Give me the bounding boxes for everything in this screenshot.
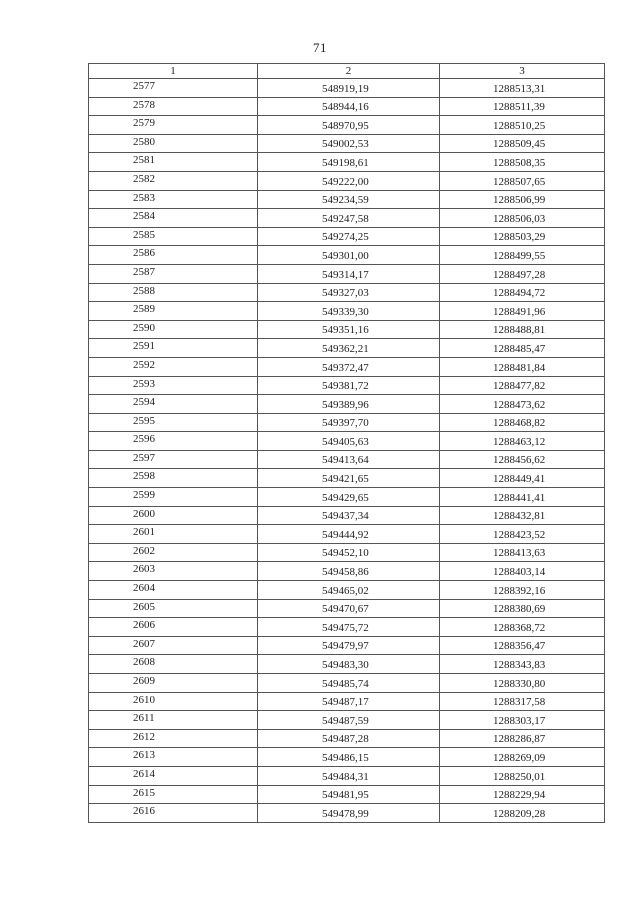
x-coordinate-cell: 549234,59 — [258, 190, 440, 209]
y-coordinate-cell: 1288269,09 — [440, 748, 605, 767]
x-coordinate-cell: 548970,95 — [258, 116, 440, 135]
y-coordinate-cell: 1288380,69 — [440, 599, 605, 618]
y-coordinate-cell: 1288477,82 — [440, 376, 605, 395]
y-coordinate-cell: 1288510,25 — [440, 116, 605, 135]
x-coordinate-cell: 549389,96 — [258, 395, 440, 414]
x-coordinate-cell: 549327,03 — [258, 283, 440, 302]
x-coordinate-cell: 549483,30 — [258, 655, 440, 674]
point-number-cell: 2589 — [89, 302, 258, 321]
y-coordinate-cell: 1288286,87 — [440, 729, 605, 748]
table-row — [89, 153, 605, 172]
x-coordinate-cell: 549479,97 — [258, 636, 440, 655]
x-coordinate-cell: 549478,99 — [258, 804, 440, 823]
table-row — [89, 79, 605, 98]
table-header-row — [89, 64, 605, 79]
point-number-cell: 2588 — [89, 283, 258, 302]
y-coordinate-cell: 1288229,94 — [440, 785, 605, 804]
x-coordinate-cell: 549481,95 — [258, 785, 440, 804]
table-row — [89, 264, 605, 283]
y-coordinate-cell: 1288209,28 — [440, 804, 605, 823]
x-coordinate-cell: 549487,59 — [258, 711, 440, 730]
table-row — [89, 506, 605, 525]
table-row — [89, 171, 605, 190]
point-number-cell: 2612 — [89, 729, 258, 748]
x-coordinate-cell: 549247,58 — [258, 209, 440, 228]
table-row — [89, 674, 605, 693]
y-coordinate-cell: 1288481,84 — [440, 357, 605, 376]
y-coordinate-cell: 1288432,81 — [440, 506, 605, 525]
y-coordinate-cell: 1288473,62 — [440, 395, 605, 414]
y-coordinate-cell: 1288413,63 — [440, 543, 605, 562]
x-coordinate-cell: 549452,10 — [258, 543, 440, 562]
x-coordinate-cell: 549198,61 — [258, 153, 440, 172]
x-coordinate-cell: 549487,28 — [258, 729, 440, 748]
table-row — [89, 413, 605, 432]
y-coordinate-cell: 1288441,41 — [440, 488, 605, 507]
point-number-cell: 2601 — [89, 525, 258, 544]
table-row — [89, 395, 605, 414]
table-row — [89, 692, 605, 711]
y-coordinate-cell: 1288449,41 — [440, 469, 605, 488]
y-coordinate-cell: 1288456,62 — [440, 450, 605, 469]
table-row — [89, 357, 605, 376]
table-row — [89, 227, 605, 246]
y-coordinate-cell: 1288507,65 — [440, 171, 605, 190]
point-number-cell: 2581 — [89, 153, 258, 172]
point-number-cell: 2584 — [89, 209, 258, 228]
table-body — [89, 79, 605, 823]
table-row — [89, 209, 605, 228]
x-coordinate-cell: 549421,65 — [258, 469, 440, 488]
table-row — [89, 376, 605, 395]
y-coordinate-cell: 1288509,45 — [440, 134, 605, 153]
point-number-cell: 2586 — [89, 246, 258, 265]
point-number-cell: 2602 — [89, 543, 258, 562]
x-coordinate-cell: 549339,30 — [258, 302, 440, 321]
table-row — [89, 543, 605, 562]
table-row — [89, 804, 605, 823]
point-number-cell: 2598 — [89, 469, 258, 488]
x-coordinate-cell: 549301,00 — [258, 246, 440, 265]
point-number-cell: 2615 — [89, 785, 258, 804]
x-coordinate-cell: 549429,65 — [258, 488, 440, 507]
y-coordinate-cell: 1288403,14 — [440, 562, 605, 581]
column-header-1: 1 — [89, 64, 258, 79]
x-coordinate-cell: 549405,63 — [258, 432, 440, 451]
point-number-cell: 2595 — [89, 413, 258, 432]
point-number-cell: 2600 — [89, 506, 258, 525]
point-number-cell: 2614 — [89, 766, 258, 785]
x-coordinate-cell: 549362,21 — [258, 339, 440, 358]
x-coordinate-cell: 549485,74 — [258, 674, 440, 693]
y-coordinate-cell: 1288356,47 — [440, 636, 605, 655]
y-coordinate-cell: 1288317,58 — [440, 692, 605, 711]
y-coordinate-cell: 1288468,82 — [440, 413, 605, 432]
point-number-cell: 2611 — [89, 711, 258, 730]
point-number-cell: 2578 — [89, 97, 258, 116]
point-number-cell: 2587 — [89, 264, 258, 283]
y-coordinate-cell: 1288506,99 — [440, 190, 605, 209]
point-number-cell: 2607 — [89, 636, 258, 655]
table-row — [89, 302, 605, 321]
table-row — [89, 450, 605, 469]
y-coordinate-cell: 1288423,52 — [440, 525, 605, 544]
page-number: 71 — [313, 40, 327, 55]
x-coordinate-cell: 548944,16 — [258, 97, 440, 116]
x-coordinate-cell: 549487,17 — [258, 692, 440, 711]
y-coordinate-cell: 1288343,83 — [440, 655, 605, 674]
point-number-cell: 2610 — [89, 692, 258, 711]
point-number-cell: 2582 — [89, 171, 258, 190]
y-coordinate-cell: 1288513,31 — [440, 79, 605, 98]
y-coordinate-cell: 1288330,80 — [440, 674, 605, 693]
column-header-3: 3 — [440, 64, 605, 79]
point-number-cell: 2613 — [89, 748, 258, 767]
x-coordinate-cell: 549002,53 — [258, 134, 440, 153]
point-number-cell: 2579 — [89, 116, 258, 135]
point-number-cell: 2603 — [89, 562, 258, 581]
y-coordinate-cell: 1288494,72 — [440, 283, 605, 302]
x-coordinate-cell: 549222,00 — [258, 171, 440, 190]
y-coordinate-cell: 1288497,28 — [440, 264, 605, 283]
table-row — [89, 97, 605, 116]
table-row — [89, 636, 605, 655]
table-row — [89, 246, 605, 265]
x-coordinate-cell: 549484,31 — [258, 766, 440, 785]
coordinates-table — [88, 63, 605, 823]
point-number-cell: 2585 — [89, 227, 258, 246]
table-row — [89, 116, 605, 135]
y-coordinate-cell: 1288488,81 — [440, 320, 605, 339]
y-coordinate-cell: 1288491,96 — [440, 302, 605, 321]
table-row — [89, 562, 605, 581]
x-coordinate-cell: 549444,92 — [258, 525, 440, 544]
point-number-cell: 2596 — [89, 432, 258, 451]
x-coordinate-cell: 549437,34 — [258, 506, 440, 525]
table-row — [89, 711, 605, 730]
x-coordinate-cell: 549351,16 — [258, 320, 440, 339]
table-row — [89, 618, 605, 637]
point-number-cell: 2608 — [89, 655, 258, 674]
table-row — [89, 432, 605, 451]
y-coordinate-cell: 1288511,39 — [440, 97, 605, 116]
point-number-cell: 2590 — [89, 320, 258, 339]
x-coordinate-cell: 549475,72 — [258, 618, 440, 637]
y-coordinate-cell: 1288392,16 — [440, 581, 605, 600]
x-coordinate-cell: 549314,17 — [258, 264, 440, 283]
point-number-cell: 2616 — [89, 804, 258, 823]
table-row — [89, 320, 605, 339]
column-header-2: 2 — [258, 64, 440, 79]
point-number-cell: 2577 — [89, 79, 258, 98]
x-coordinate-cell: 549458,86 — [258, 562, 440, 581]
y-coordinate-cell: 1288463,12 — [440, 432, 605, 451]
table-row — [89, 469, 605, 488]
point-number-cell: 2594 — [89, 395, 258, 414]
y-coordinate-cell: 1288250,01 — [440, 766, 605, 785]
y-coordinate-cell: 1288508,35 — [440, 153, 605, 172]
x-coordinate-cell: 549465,02 — [258, 581, 440, 600]
x-coordinate-cell: 549486,15 — [258, 748, 440, 767]
y-coordinate-cell: 1288368,72 — [440, 618, 605, 637]
table-row — [89, 766, 605, 785]
table-row — [89, 283, 605, 302]
point-number-cell: 2599 — [89, 488, 258, 507]
point-number-cell: 2592 — [89, 357, 258, 376]
x-coordinate-cell: 549274,25 — [258, 227, 440, 246]
point-number-cell: 2593 — [89, 376, 258, 395]
table-row — [89, 748, 605, 767]
x-coordinate-cell: 549413,64 — [258, 450, 440, 469]
table-row — [89, 581, 605, 600]
point-number-cell: 2580 — [89, 134, 258, 153]
table-row — [89, 339, 605, 358]
x-coordinate-cell: 548919,19 — [258, 79, 440, 98]
table-row — [89, 190, 605, 209]
table-row — [89, 488, 605, 507]
y-coordinate-cell: 1288485,47 — [440, 339, 605, 358]
x-coordinate-cell: 549470,67 — [258, 599, 440, 618]
table-row — [89, 134, 605, 153]
point-number-cell: 2604 — [89, 581, 258, 600]
x-coordinate-cell: 549397,70 — [258, 413, 440, 432]
table-row — [89, 785, 605, 804]
table-row — [89, 729, 605, 748]
y-coordinate-cell: 1288499,55 — [440, 246, 605, 265]
point-number-cell: 2606 — [89, 618, 258, 637]
y-coordinate-cell: 1288506,03 — [440, 209, 605, 228]
x-coordinate-cell: 549372,47 — [258, 357, 440, 376]
table-row — [89, 525, 605, 544]
y-coordinate-cell: 1288303,17 — [440, 711, 605, 730]
y-coordinate-cell: 1288503,29 — [440, 227, 605, 246]
point-number-cell: 2605 — [89, 599, 258, 618]
x-coordinate-cell: 549381,72 — [258, 376, 440, 395]
table-row — [89, 599, 605, 618]
table-row — [89, 655, 605, 674]
point-number-cell: 2609 — [89, 674, 258, 693]
point-number-cell: 2597 — [89, 450, 258, 469]
point-number-cell: 2591 — [89, 339, 258, 358]
point-number-cell: 2583 — [89, 190, 258, 209]
